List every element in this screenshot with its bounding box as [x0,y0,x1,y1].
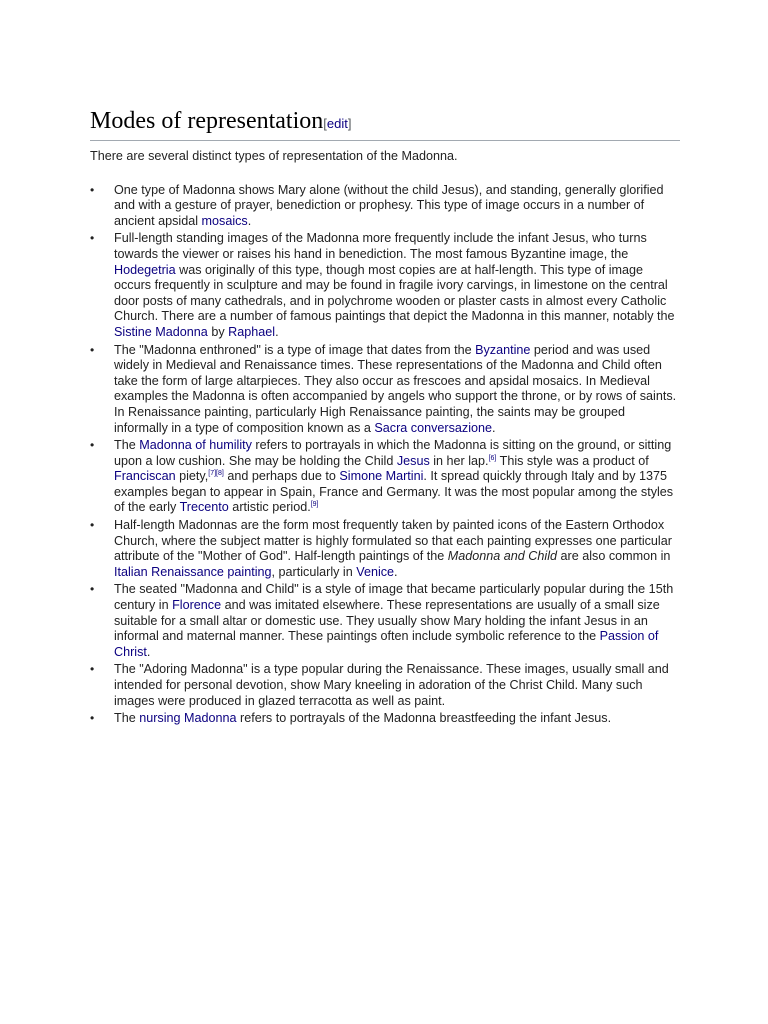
bullet: • [90,582,95,597]
citation-link[interactable]: [9] [310,501,319,509]
list-item [90,711,680,727]
bullet: • [90,182,95,197]
list-item [90,183,680,230]
edit-link[interactable]: edit [326,116,348,131]
link-trecento[interactable]: Trecento [179,500,229,515]
list-item [90,518,680,580]
bullet: • [90,662,95,677]
item-text: . [394,564,398,579]
item-text: This style was a product of [496,453,649,468]
item-text: was originally of this type, though most copies are at half-length. This type of image occurs frequently in sculpture and may be found in fragile ivory carvings, in limestone on the central door posts of many cathedrals, and in polychrome wooden or plaster casts in almost every Catholic Church. There are a number of famous paintings that depict the Madonna in this manner, notably the [114,262,675,324]
item-text: period and was used widely in Medieval and Renaissance times. These representations of the Madonna and Child often take the form of large altarpieces. They also occur as frescoes and apsidal mosaics. In Medieval examples the Madonna is often accompanied by angels who support the throne, or by rows of saints. In Renaissance painting, particularly High Renaissance painting, the saints may be grouped informally in a type of composition known as a [114,342,677,435]
link-venice[interactable]: Venice [356,564,395,579]
list-item [90,343,680,437]
item-text: The "Madonna enthroned" is a type of image that dates from the [114,342,476,357]
link-franciscan[interactable]: Franciscan [114,469,176,484]
item-text: , particularly in [271,564,357,579]
section-title: Modes of representation [90,108,324,134]
bullet: • [90,342,95,357]
item-text: The [114,438,140,453]
item-text: artistic period. [228,500,311,515]
list-item [90,438,680,516]
edit-bracket-close: ] [347,116,352,131]
representation-list [90,183,680,727]
article-section [90,106,680,729]
item-text: The seated "Madonna and Child" is a style of image that became particularly popular during the 15th century in [114,582,674,613]
item-text: and perhaps due to [223,469,340,484]
bullet: • [90,231,95,246]
item-emphasis: Madonna and Child [447,549,558,564]
item-text: . [146,644,151,659]
item-text: and was imitated elsewhere. These representations are usually of a small size suitable for a small altar or domestic use. They usually show Mary holding the infant Jesus in an informal and maternal manner. These paintings often include symbolic reference to the [114,598,660,644]
item-text: . [492,420,496,435]
item-text: . [247,213,252,228]
link-simone-martini[interactable]: Simone Martini [339,469,424,484]
item-text: refers to portrayals in which the Madonna is sitting on the ground, or sitting upon a low cushion. She may be holding the Child [114,438,672,468]
link-hodegetria[interactable]: Hodegetria [114,262,176,277]
link-byzantine[interactable]: Byzantine [475,342,531,357]
item-text: in her lap. [429,453,489,468]
item-text: piety, [175,469,209,484]
link-jesus[interactable]: Jesus [396,453,430,468]
link-nursing-madonna[interactable]: nursing Madonna [139,711,237,726]
link-sacra-conversazione[interactable]: Sacra conversazione [374,420,493,435]
item-text: . It spread quickly through Italy and by 1375 examples began to appear in Spain, France and Germany. It was the most popular among the styles of the early [114,469,674,515]
item-text: Half-length Madonnas are the form most frequently taken by painted icons of the Eastern Orthodox Church, where the subject matter is highly formulated so that each painting expresses one particular attribute of the "Mother of God". Half-length paintings of the [114,518,672,564]
edit-section [323,116,351,131]
item-text: by [207,324,229,339]
link-sistine-madonna[interactable]: Sistine Madonna [114,324,208,339]
citation-link[interactable]: [7][8] [208,470,224,478]
list-item [90,231,680,340]
edit-bracket-open: [ [323,116,327,131]
citation-link[interactable]: [6] [488,454,497,462]
link-passion-of-christ[interactable]: Passion of Christ [114,629,659,659]
link-italian-renaissance-painting[interactable]: Italian Renaissance painting [114,564,272,579]
link-madonna-of-humility[interactable]: Madonna of humility [139,438,252,453]
item-text: One type of Madonna shows Mary alone (without the child Jesus), and standing, generally glorified and with a gesture of prayer, benediction or prophesy. This type of image occurs in a number of ancient apsidal [114,182,664,228]
link-raphael[interactable]: Raphael [228,324,276,339]
item-text: Full-length standing images of the Madonna more frequently include the infant Jesus, who turns towards the viewer or raises his hand in benediction. The most famous Byzantine image, the [114,231,647,261]
bullet: • [90,518,95,533]
link-mosaics[interactable]: mosaics [201,213,248,228]
bullet: • [90,438,95,453]
item-text: . [275,324,279,339]
item-text: are also common in [557,549,671,564]
link-florence[interactable]: Florence [172,598,222,613]
bullet: • [90,711,95,726]
intro-paragraph: There are several distinct types of representation of the Madonna. [90,149,458,163]
list-item [90,582,680,660]
item-text: The [114,711,140,726]
item-text: refers to portrayals of the Madonna breastfeeding the infant Jesus. [236,711,612,726]
item-text: The "Adoring Madonna" is a type popular during the Renaissance. These images, usually small and intended for personal devotion, show Mary kneeling in adoration of the Christ Child. Many such images were produced in glazed terracotta as well as paint. [114,662,669,708]
list-item [90,662,680,709]
section-heading [90,106,680,141]
